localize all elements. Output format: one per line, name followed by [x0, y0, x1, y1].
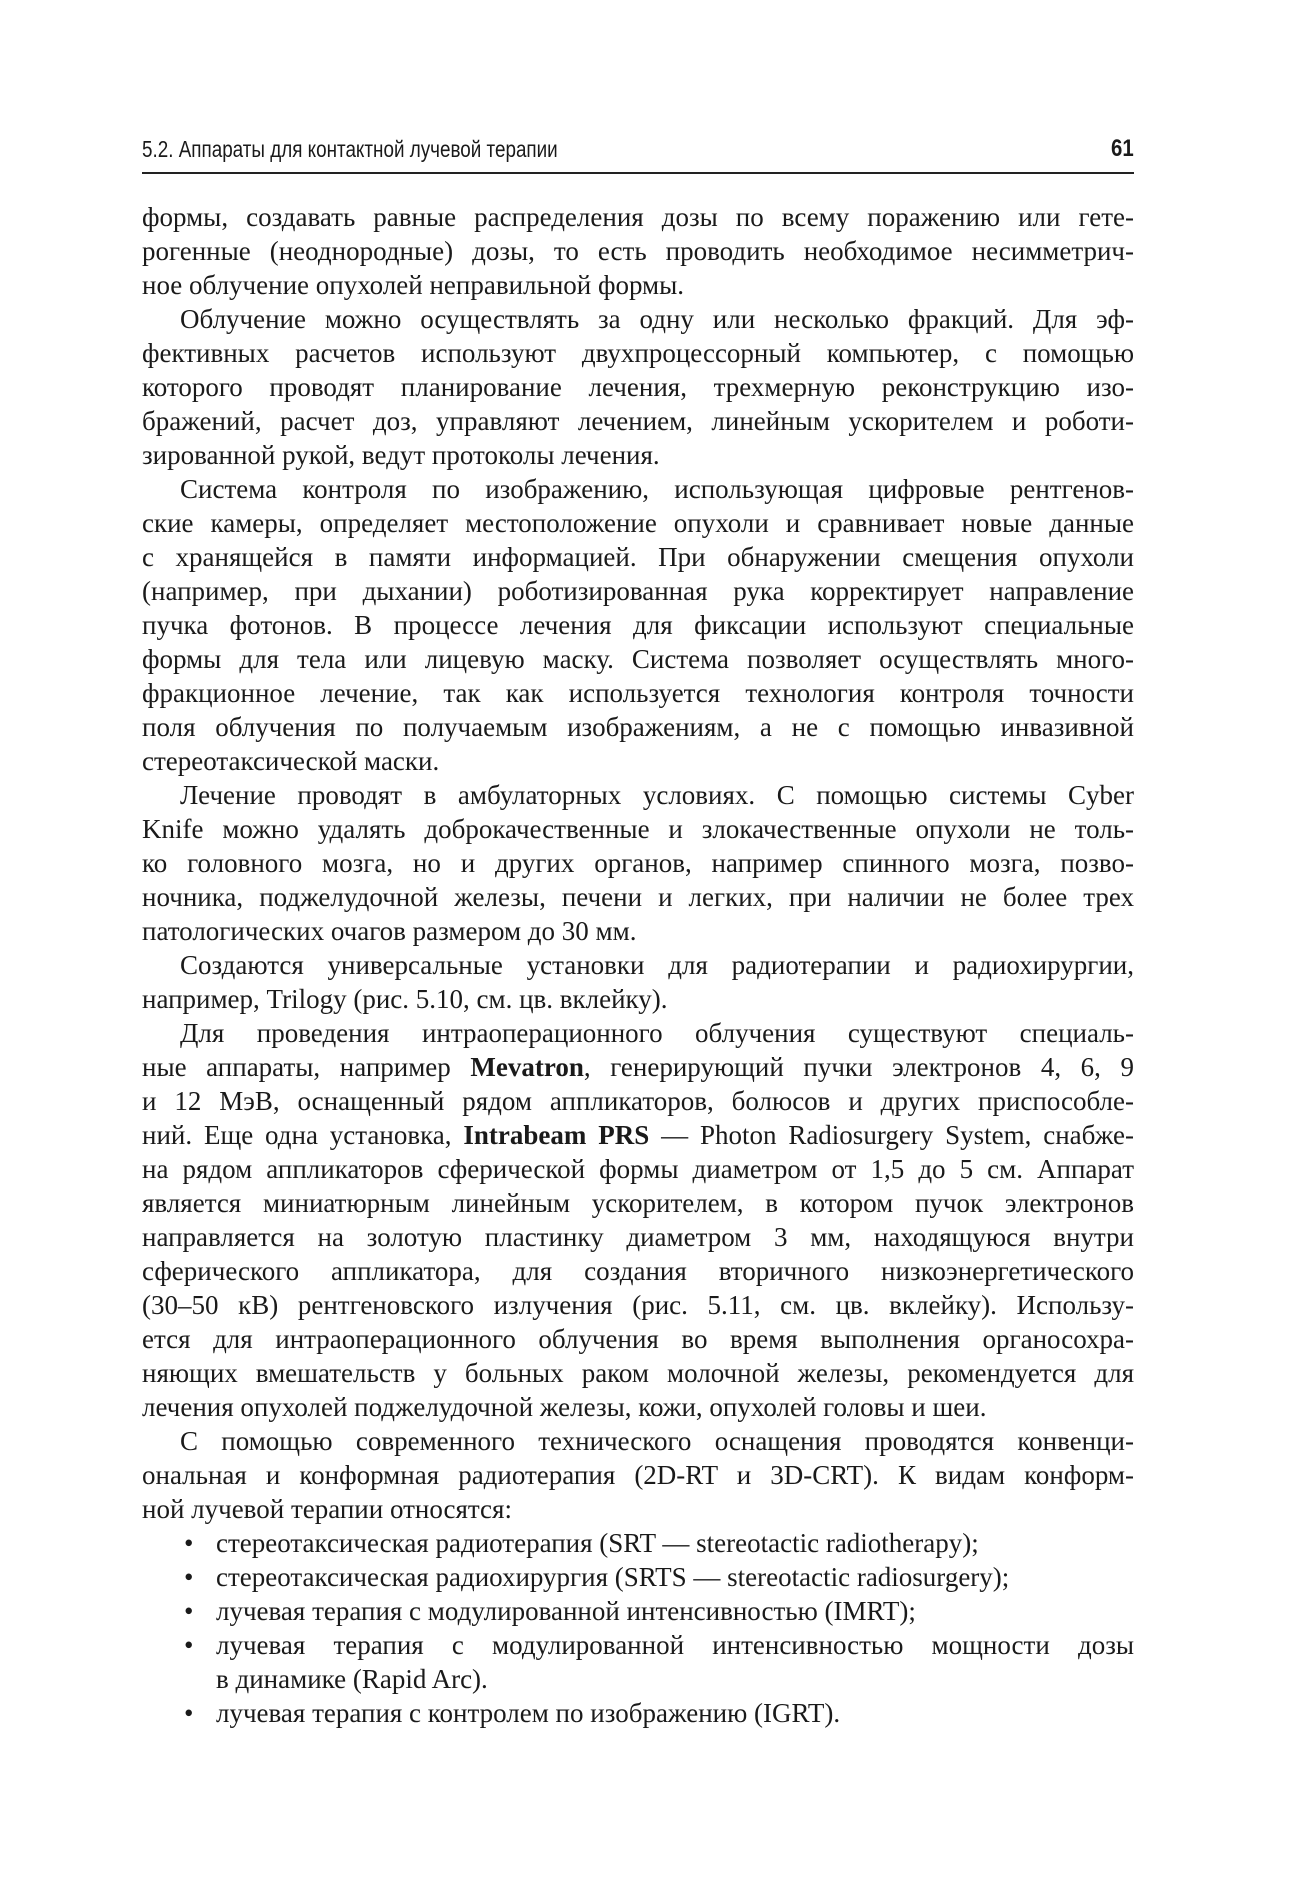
text-line: с хранящейся в памяти информацией. При обнаружении смещения опухоли	[142, 542, 1134, 572]
text-line: ется для интраоперационного облучения во время выполнения органосохра-	[142, 1324, 1134, 1354]
list-item-text: стереотаксическая радиохирургия (SRTS — stereotactic radiosurgery);	[216, 1562, 1010, 1592]
section-title: 5.2. Аппараты для контактной лучевой терапии	[142, 136, 558, 162]
page-number: 61	[1111, 135, 1134, 162]
text-segment: , генерирующий пучки электронов 4, 6, 9	[583, 1052, 1134, 1082]
list-item-text: лучевая терапия с модулированной интенсивностью мощности дозы	[216, 1630, 1134, 1660]
text-line: Для проведения интраоперационного облучения существуют специаль-	[180, 1018, 1134, 1048]
text-line	[142, 1050, 1134, 1084]
paragraph	[142, 1016, 1134, 1424]
paragraph	[142, 200, 1134, 302]
text-line: бражений, расчет доз, управляют лечением, линейным ускорителем и роботи-	[142, 406, 1134, 436]
text-line: Система контроля по изображению, использующая цифровые рентгенов-	[180, 474, 1134, 504]
text-line: фракционное лечение, так как используется технология контроля точности	[142, 678, 1134, 708]
bullet-icon: •	[184, 1528, 194, 1558]
list-item	[142, 1594, 1134, 1628]
paragraph	[142, 472, 1134, 778]
text-line: ональная и конформная радиотерапия (2D-RT и 3D-CRT). К видам конформ-	[142, 1460, 1134, 1490]
paragraph	[142, 1424, 1134, 1526]
list-item-text: стереотаксическая радиотерапия (SRT — stereotactic radiotherapy);	[216, 1528, 979, 1558]
text-line: является миниатюрным линейным ускорителем, в котором пучок электронов	[142, 1188, 1134, 1218]
text-line: например, Trilogy (рис. 5.10, см. цв. вклейку).	[142, 984, 668, 1014]
text-line: зированной рукой, ведут протоколы лечения.	[142, 440, 660, 470]
list-item	[142, 1526, 1134, 1560]
text-line: (30–50 кВ) рентгеновского излучения (рис. 5.11, см. цв. вклейку). Использу-	[142, 1290, 1134, 1320]
paragraph	[142, 778, 1134, 948]
text-line: Облучение можно осуществлять за одну или несколько фракций. Для эф-	[180, 304, 1134, 334]
list-item-first-line	[142, 1628, 1134, 1662]
text-line: Создаются универсальные установки для радиотерапии и радиохирургии,	[180, 950, 1134, 980]
text-line: которого проводят планирование лечения, трехмерную реконструкцию изо-	[142, 372, 1134, 402]
list-item-text: лучевая терапия с модулированной интенсивностью (IMRT);	[216, 1596, 916, 1626]
text-line: формы, создавать равные распределения дозы по всему поражению или гете-	[142, 202, 1134, 232]
text-line: ное облучение опухолей неправильной формы.	[142, 270, 685, 300]
text-line: пучка фотонов. В процессе лечения для фиксации используют специальные	[142, 610, 1134, 640]
bold-term: Intrabeam PRS	[463, 1120, 650, 1150]
text-line: стереотаксической маски.	[142, 746, 440, 776]
bullet-icon: •	[184, 1562, 194, 1592]
text-line: фективных расчетов используют двухпроцессорный компьютер, с помощью	[142, 338, 1134, 368]
bullet-icon: •	[184, 1630, 194, 1660]
text-line: ские камеры, определяет местоположение опухоли и сравнивает новые данные	[142, 508, 1134, 538]
bullet-list	[142, 1526, 1134, 1730]
running-header	[142, 132, 1134, 170]
text-line: Knife можно удалять доброкачественные и злокачественные опухоли не толь-	[142, 814, 1134, 844]
list-item-first-line	[142, 1560, 1134, 1594]
text-line: направляется на золотую пластинку диаметром 3 мм, находящуюся внутри	[142, 1222, 1134, 1252]
text-line: сферического аппликатора, для создания вторичного низкоэнергетического	[142, 1256, 1134, 1286]
text-segment: ные аппараты, например	[142, 1052, 471, 1082]
list-item	[142, 1696, 1134, 1730]
text-line: лечения опухолей поджелудочной железы, кожи, опухолей головы и шеи.	[142, 1392, 987, 1422]
text-line: ной лучевой терапии относятся:	[142, 1494, 512, 1524]
text-line: патологических очагов размером до 30 мм.	[142, 916, 637, 946]
paragraph	[142, 302, 1134, 472]
text-line: ко головного мозга, но и других органов, например спинного мозга, позво-	[142, 848, 1134, 878]
list-item-first-line	[142, 1594, 1134, 1628]
page-body	[142, 200, 1134, 1730]
list-item-first-line	[142, 1526, 1134, 1560]
text-line: (например, при дыхании) роботизированная рука корректирует направление	[142, 576, 1134, 606]
text-segment: ний. Еще одна установка,	[142, 1120, 464, 1150]
text-line: поля облучения по получаемым изображениям, а не с помощью инвазивной	[142, 712, 1134, 742]
text-line	[142, 1118, 1134, 1152]
bullet-icon: •	[184, 1698, 194, 1728]
paragraph	[142, 948, 1134, 1016]
bold-term: Mevatron	[470, 1052, 584, 1082]
text-line: няющих вмешательств у больных раком молочной железы, рекомендуется для	[142, 1358, 1134, 1388]
text-line: формы для тела или лицевую маску. Система позволяет осуществлять много-	[142, 644, 1134, 674]
text-line: Лечение проводят в амбулаторных условиях. С помощью системы Cyber	[180, 780, 1134, 810]
header-rule	[142, 172, 1134, 174]
text-line: и 12 МэВ, оснащенный рядом аппликаторов, болюсов и других приспособле-	[142, 1086, 1134, 1116]
text-segment: — Photon Radiosurgery System, снабже-	[649, 1120, 1135, 1150]
list-item	[142, 1628, 1134, 1696]
text-line: в динамике (Rapid Arc).	[216, 1664, 488, 1694]
list-item-first-line	[142, 1696, 1134, 1730]
text-line: на рядом аппликаторов сферической формы диаметром от 1,5 до 5 см. Аппарат	[142, 1154, 1134, 1184]
text-line: С помощью современного технического оснащения проводятся конвенци-	[180, 1426, 1134, 1456]
text-line: ночника, поджелудочной железы, печени и легких, при наличии не более трех	[142, 882, 1134, 912]
list-item-text: лучевая терапия с контролем по изображению (IGRT).	[216, 1698, 841, 1728]
list-item	[142, 1560, 1134, 1594]
bullet-icon: •	[184, 1596, 194, 1626]
text-line: рогенные (неоднородные) дозы, то есть проводить необходимое несимметрич-	[142, 236, 1134, 266]
